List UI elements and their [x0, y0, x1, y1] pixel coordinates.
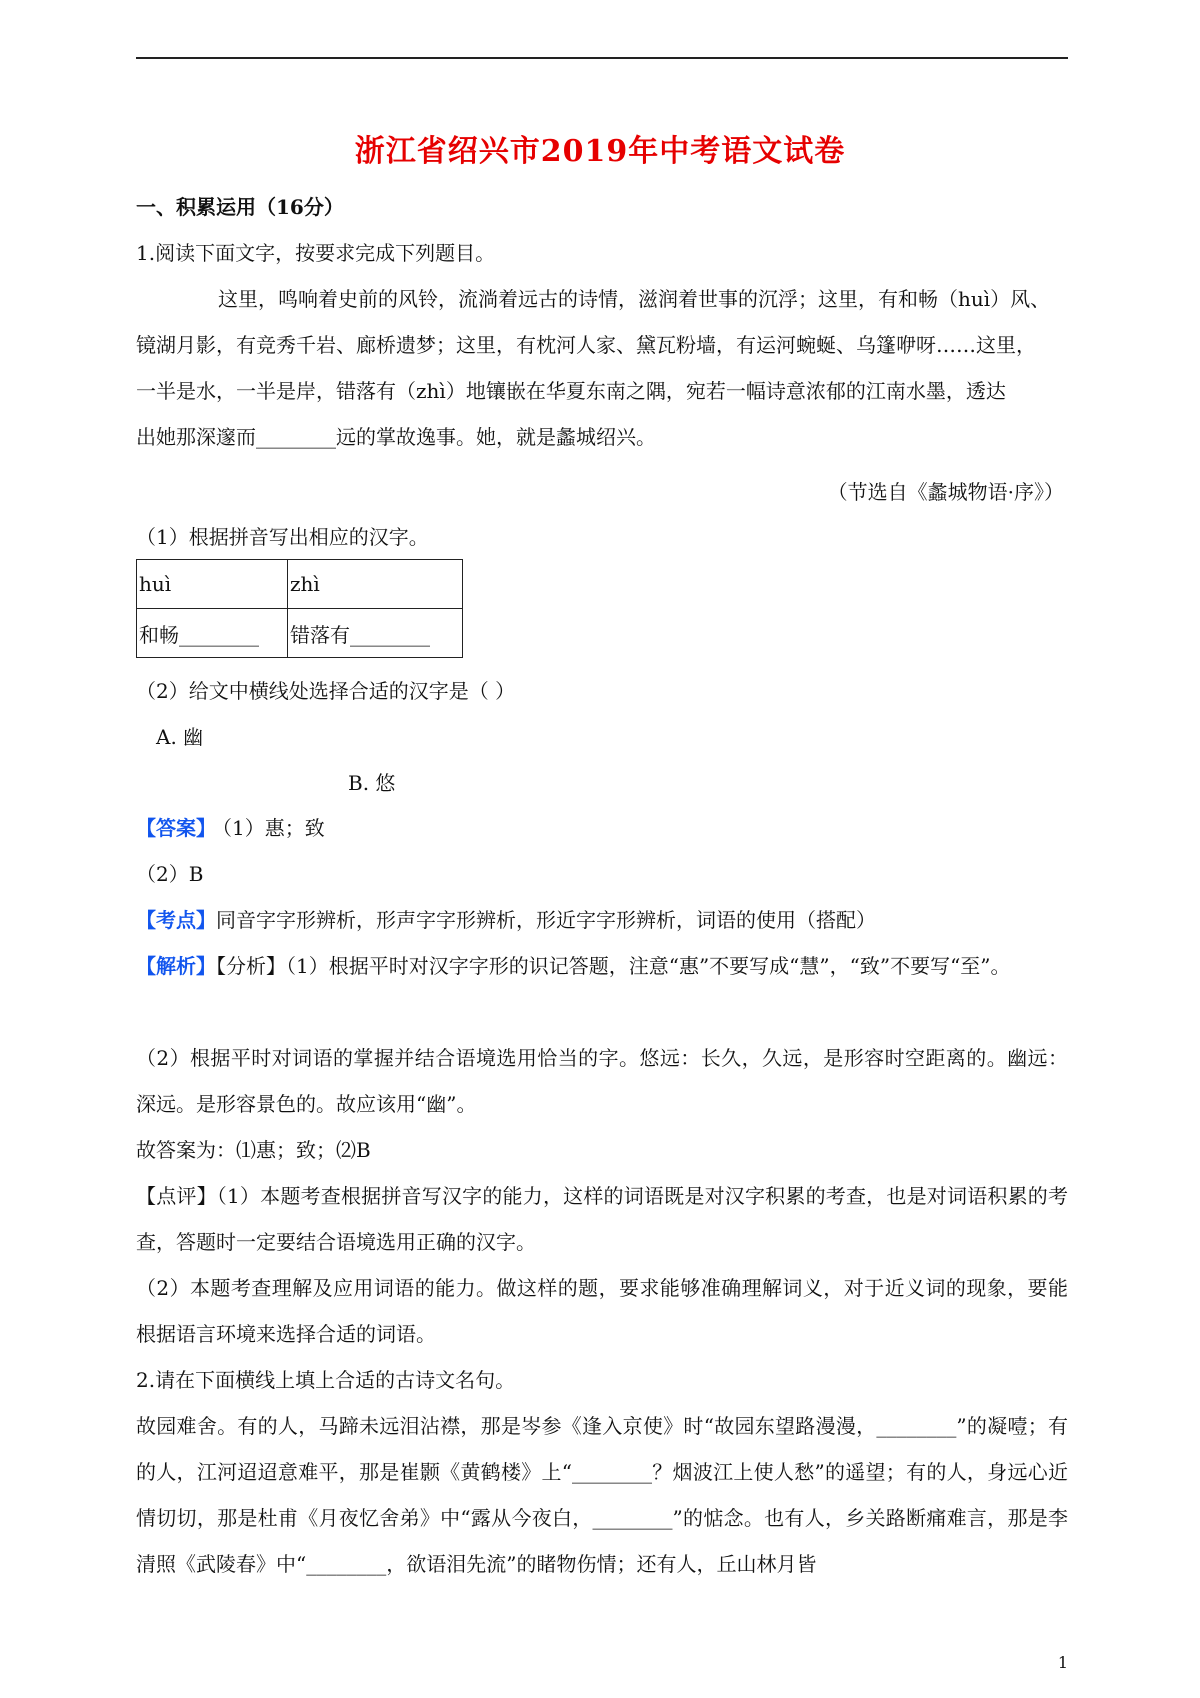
sub-question-2-prompt: （2）给文中横线处选择合适的汉字是（ ） — [136, 679, 516, 703]
jiexi-text: 【分析】（1）根据平时对汉字字形的识记答题，注意“惠”不要写成“慧”，“致”不要写“至”。 — [216, 954, 1011, 978]
comment-paragraph: 【点评】（1）本题考查根据拼音写汉字的能力，这样的词语既是对汉字积累的考查，也是对词语积累的考查，答题时一定要结合语境选用正确的汉字。 — [136, 1184, 1068, 1254]
analysis-paragraph: （2）根据平时对词语的掌握并结合语境选用恰当的字。悠远：长久，久远，是形容时空距离的。幽远：深远。是形容景色的。故应该用“幽”。 — [136, 1046, 1068, 1116]
kaodian-tag: 【考点】 — [136, 908, 216, 932]
passage-line: 镜湖月影，有竞秀千岩、廊桥遗梦；这里，有枕河人家、黛瓦粉墙，有运河蜿蜒、乌篷咿呀……这里， — [136, 333, 1036, 357]
table-cell: 错落有________ — [288, 609, 463, 658]
answer-tag: 【答案】 — [136, 816, 216, 840]
table-cell: zhì — [288, 560, 463, 609]
sub-question-1-prompt: （1）根据拼音写出相应的汉字。 — [136, 525, 429, 549]
header-rule — [136, 57, 1068, 59]
table-cell: 和畅________ — [137, 609, 288, 658]
option-b: B. 悠 — [348, 771, 396, 795]
kaodian-text: 同音字字形辨析，形声字字形辨析，形近字字形辨析，词语的使用（搭配） — [216, 908, 876, 932]
pinyin-table — [136, 559, 463, 658]
option-a: A. 幽 — [156, 725, 204, 749]
answer-text: （1）惠；致 — [222, 816, 325, 840]
passage-line: 一半是水，一半是岸，错落有（zhì）地镶嵌在华夏东南之隅，宛若一幅诗意浓郁的江南水墨，透达 — [136, 379, 1006, 403]
table-cell: huì — [137, 560, 288, 609]
section-heading: 一、积累运用（16分） — [136, 195, 344, 219]
question-2-passage: 故园难舍。有的人，马蹄未远泪沾襟，那是岑参《逢入京使》时“故园东望路漫漫，________”的凝噎；有的人，江河迢迢意难平，那是崔颢《黄鹤楼》上“________？烟波江上使人愁”的遥望；有的人，身远心近情切切，那是杜甫《月夜忆舍弟》中“露从今夜白，________”的惦念。也有人，乡关路断痛难言，那是李清照《武陵春》中“________，欲语泪先流”的睹物伤情；还有人，丘山林月皆 — [136, 1414, 1068, 1576]
passage-source: （节选自《蠡城物语·序》） — [827, 480, 1064, 504]
passage-line: 这里，鸣响着史前的风铃，流淌着远古的诗情，滋润着世事的沉浮；这里，有和畅（huì）风、 — [218, 287, 1051, 311]
jiexi-paragraph — [136, 943, 1068, 989]
passage-line: 出她那深邃而________远的掌故逸事。她，就是蠡城绍兴。 — [136, 425, 656, 449]
comment-paragraph-2: （2）本题考查理解及应用词语的能力。做这样的题，要求能够准确理解词义，对于近义词的现象，要能根据语言环境来选择合适的词语。 — [136, 1276, 1068, 1346]
final-answer: 故答案为：⑴惠；致；⑵B — [136, 1138, 371, 1162]
answer-line-2: （2）B — [136, 862, 204, 886]
table-row — [137, 560, 463, 609]
answer-line — [136, 813, 325, 843]
page-title: 浙江省绍兴市2019年中考语文试卷 — [354, 134, 846, 169]
question-1-prompt: 1.阅读下面文字，按要求完成下列题目。 — [136, 241, 496, 265]
question-2-prompt: 2.请在下面横线上填上合适的古诗文名句。 — [136, 1368, 516, 1392]
kaodian-line — [136, 905, 876, 935]
table-row — [137, 609, 463, 658]
page-number: 1 — [1057, 1653, 1068, 1672]
jiexi-tag: 【解析】 — [136, 954, 216, 978]
